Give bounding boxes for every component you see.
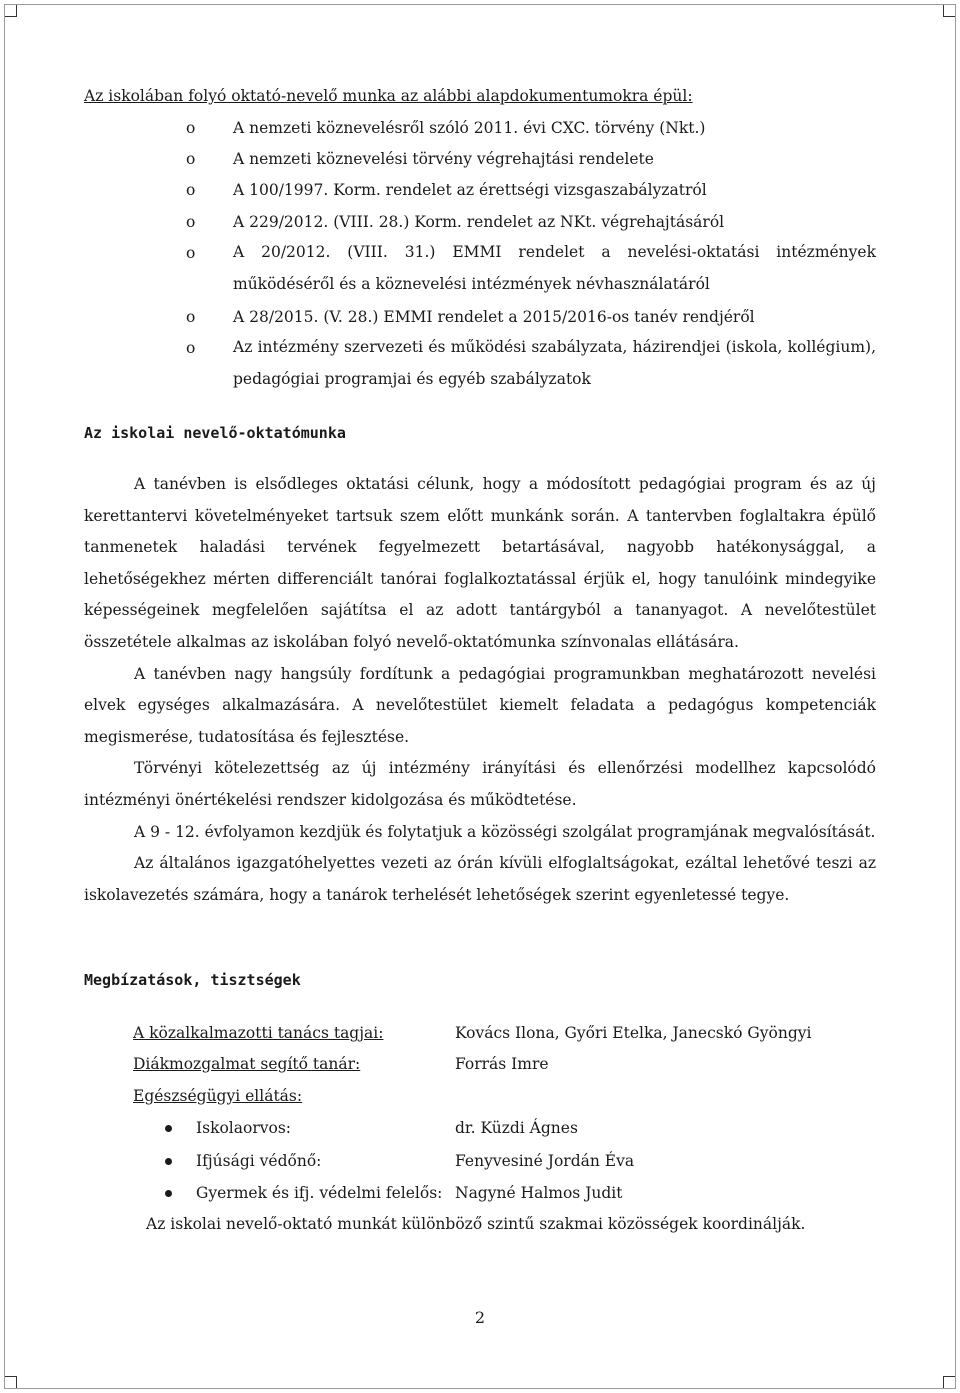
health-care-label: Egészségügyi ellátás: <box>133 1087 303 1105</box>
health-item-label: Ifjúsági védőnő: <box>196 1152 322 1170</box>
paragraph: Az általános igazgatóhelyettes vezeti az órán kívüli elfoglaltságokat, ezáltal lehetővé teszi az iskolavezetés számára, hogy a tanárok terhelését lehetőségek szerint egyenletessé tegye. <box>84 854 876 904</box>
corner-mark-top-left <box>5 5 17 17</box>
list-marker: o <box>186 244 196 262</box>
health-item-value: dr. Küzdi Ágnes <box>455 1119 578 1137</box>
list-item: A 100/1997. Korm. rendelet az érettségi vizsgaszabályzatról <box>233 181 707 199</box>
list-item: A 28/2015. (V. 28.) EMMI rendelet a 2015/2016-os tanév rendjéről <box>233 308 755 326</box>
list-item: A 20/2012. (VIII. 31.) EMMI rendelet a nevelési-oktatási intézmények működéséről és a köznevelési intézmények névhasználatáról <box>233 243 876 293</box>
list-item: A 229/2012. (VIII. 28.) Korm. rendelet az NKt. végrehajtásáról <box>233 213 725 231</box>
council-label: A közalkalmazotti tanács tagjai: <box>133 1024 384 1042</box>
section-body <box>84 469 876 911</box>
list-item: Az intézmény szervezeti és működési szabályzata, házirendjei (iskola, kollégium), pedagógiai programjai és egyéb szabályzatok <box>233 338 876 388</box>
paragraph: A 9 - 12. évfolyamon kezdjük és folytatjuk a közösségi szolgálat programjának megvalósítását. <box>134 822 876 841</box>
page-number: 2 <box>474 1308 486 1327</box>
list-item: A nemzeti köznevelésről szóló 2011. évi CXC. törvény (Nkt.) <box>233 119 706 137</box>
health-item-label: Iskolaorvos: <box>196 1119 292 1137</box>
bullet-icon <box>165 1190 172 1197</box>
section-title: Megbízatások, tisztségek <box>84 971 301 989</box>
student-movement-value: Forrás Imre <box>455 1055 549 1073</box>
corner-mark-top-right <box>943 5 955 17</box>
health-item-label: Gyermek és ifj. védelmi felelős: <box>196 1184 443 1202</box>
council-value: Kovács Ilona, Győri Etelka, Janecskó Gyöngyi <box>455 1024 812 1042</box>
list-marker: o <box>186 308 196 326</box>
corner-mark-bottom-right <box>943 1376 955 1388</box>
list-marker: o <box>186 181 196 199</box>
bullet-icon <box>165 1158 172 1165</box>
list-marker: o <box>186 213 196 231</box>
section-title: Az iskolai nevelő-oktatómunka <box>84 424 346 442</box>
paragraph: A tanévben is elsődleges oktatási célunk, hogy a módosított pedagógiai program és az új kerettantervi követelményeket tartsuk szem előtt munkánk során. A tantervben foglaltakra épülő tanmenetek haladási tervének fegyelmezett betartásával, nagyobb hatékonysággal, a lehetőségekhez mérten differenciált tanórai foglalkoztatással érjük el, hogy tanulóink mindegyike képességeinek megfelelően sajátítsa el az adott tantárgyból a tananyagot. A nevelőtestület összetétele alkalmas az iskolában folyó nevelő-oktatómunka színvonalas ellátására. <box>84 475 876 651</box>
list-marker: o <box>186 150 196 168</box>
intro-heading: Az iskolában folyó oktató-nevelő munka az alábbi alapdokumentumokra épül: <box>84 87 693 105</box>
paragraph: A tanévben nagy hangsúly fordítunk a pedagógiai programunkban meghatározott nevelési elvek egységes alkalmazására. A nevelőtestület kiemelt feladata a pedagógus kompetenciák megismerése, tudatosítása és fejlesztése. <box>84 664 876 746</box>
list-marker: o <box>186 119 196 137</box>
student-movement-label: Diákmozgalmat segítő tanár: <box>133 1055 361 1073</box>
health-item-value: Fenyvesiné Jordán Éva <box>455 1152 635 1170</box>
paragraph: Törvényi kötelezettség az új intézmény irányítási és ellenőrzési modellhez kapcsolódó intézményi önértékelési rendszer kidolgozása és működtetése. <box>84 759 876 809</box>
bullet-icon <box>165 1125 172 1132</box>
closing-sentence: Az iskolai nevelő-oktató munkát különböző szintű szakmai közösségek koordinálják. <box>146 1215 806 1233</box>
health-item-value: Nagyné Halmos Judit <box>455 1184 623 1202</box>
list-item: A nemzeti köznevelési törvény végrehajtási rendelete <box>233 150 654 168</box>
corner-mark-bottom-left <box>5 1376 17 1388</box>
list-marker: o <box>186 339 196 357</box>
